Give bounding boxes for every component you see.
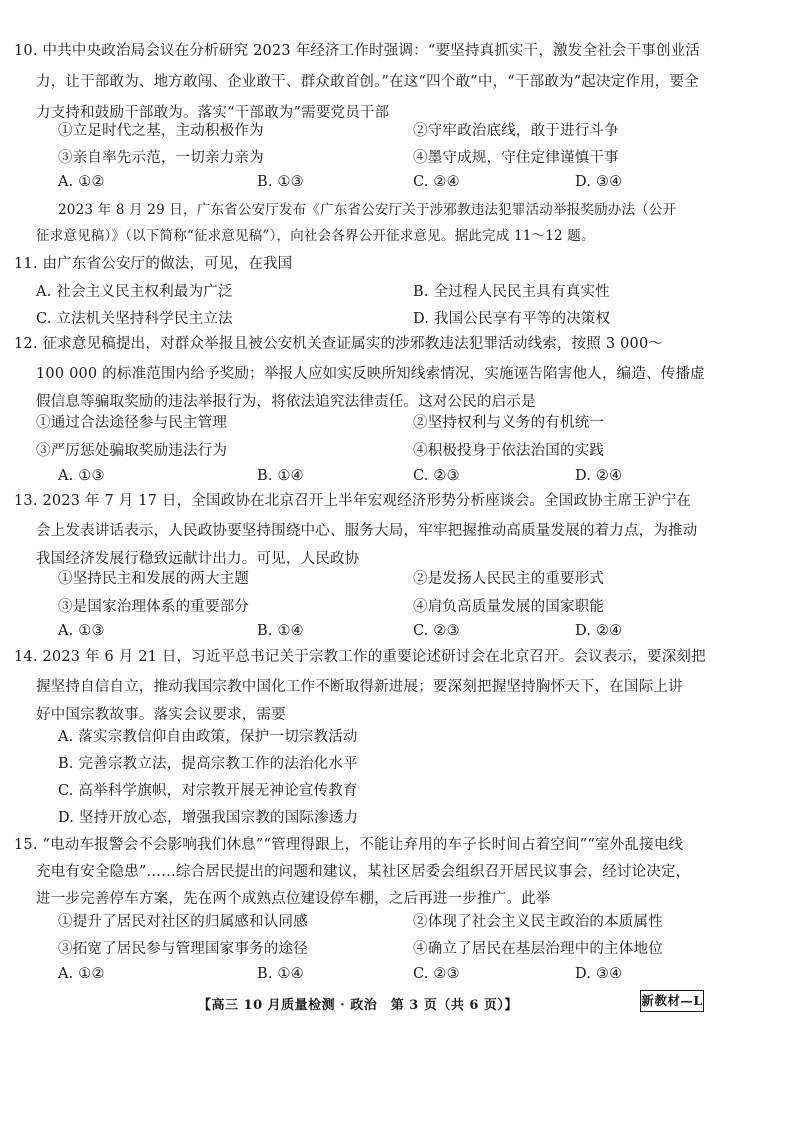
question-stem-line: 10. 中共中央政治局会议在分析研究 2023 年经济工作时强调：“要坚持真抓实干，激发全社会干事创业活: [14, 43, 701, 59]
answer-option-c: C. ②④: [413, 174, 460, 190]
question-stem-line: 我国经济发展行稳致远献计出力。可见，人民政协: [36, 551, 360, 567]
footer-page-info: 【高三 10 月质量检测 · 政治 第 3 页（共 6 页）】: [198, 998, 518, 1013]
answer-option-a: A. 落实宗教信仰自由政策，保护一切宗教活动: [58, 729, 358, 745]
statement: ②是发扬人民民主的重要形式: [413, 571, 605, 587]
answer-option-b: B. ①④: [257, 623, 304, 639]
answer-option-b: B. 完善宗教立法，提高宗教工作的法治化水平: [58, 756, 358, 772]
answer-option-c: C. ②③: [413, 468, 460, 484]
edition-badge: 新教材—L: [640, 990, 704, 1012]
statement: ①立足时代之基，主动积极作为: [58, 123, 264, 139]
statement: ②坚持权利与义务的有机统一: [413, 415, 605, 431]
answer-option-c: C. 高举科学旗帜，对宗教开展无神论宣传教育: [58, 783, 358, 799]
answer-option-b: B. ①③: [257, 174, 304, 190]
statement: ③严厉惩处骗取奖励违法行为: [36, 443, 228, 459]
question-stem-line: 13. 2023 年 7 月 17 日，全国政协在北京召开上半年宏观经济形势分析座谈会。全国政协主席王沪宁在: [14, 493, 692, 509]
answer-option-c: C. 立法机关坚持科学民主立法: [36, 311, 233, 327]
answer-option-a: A. ①③: [58, 468, 105, 484]
material-line: 2023 年 8 月 29 日，广东省公安厅发布《广东省公安厅关于涉邪教违法犯罪活动举报奖励办法（公开: [58, 202, 677, 218]
question-stem-line: 力支持和鼓励干部敢为。落实“干部敢为”需要党员干部: [36, 105, 390, 121]
statement: ④墨守成规，守住定律谨慎干事: [413, 150, 619, 166]
question-stem-line: 100 000 的标准范围内给予奖励；举报人应如实反映所知线索情况，实施诬告陷害他人，编造、传播虚: [36, 366, 705, 382]
statement: ④确立了居民在基层治理中的主体地位: [413, 941, 663, 957]
question-stem-line: 充电有安全隐患”……综合居民提出的问题和建议，某社区居委会组织召开居民议事会，经讨论决定，: [36, 864, 691, 880]
statement: ③拓宽了居民参与管理国家事务的途径: [58, 941, 308, 957]
question-stem-line: 15. “电动车报警会不会影响我们休息”“管理得跟上，不能让弃用的车子长时间占着空间”“室外乱接电线: [14, 837, 684, 853]
answer-option-d: D. ③④: [575, 174, 623, 190]
answer-option-b: B. ①④: [257, 966, 304, 982]
question-stem-line: 14. 2023 年 6 月 21 日，习近平总书记关于宗教工作的重要论述研讨会在北京召开。会议表示，要深刻把: [14, 649, 706, 665]
statement: ③亲自率先示范，一切亲力亲为: [58, 150, 264, 166]
statement: ②守牢政治底线，敢于进行斗争: [413, 123, 619, 139]
answer-option-c: C. ②③: [413, 623, 460, 639]
material-line: 征求意见稿）》（以下简称“征求意见稿”），向社会各界公开征求意见。据此完成 11～12 题。: [36, 228, 595, 244]
answer-option-d: D. ②④: [575, 623, 623, 639]
answer-option-a: A. ①③: [58, 623, 105, 639]
answer-option-d: D. ③④: [575, 966, 623, 982]
statement: ③是国家治理体系的重要部分: [58, 599, 250, 615]
statement: ①通过合法途径参与民主管理: [36, 415, 228, 431]
answer-option-d: D. 坚持开放心态，增强我国宗教的国际渗透力: [58, 810, 359, 826]
question-stem-line: 假信息等骗取奖励的违法举报行为，将依法追究法律责任。这对公民的启示是: [36, 394, 536, 410]
statement: ①坚持民主和发展的两大主题: [58, 571, 250, 587]
question-stem-line: 11. 由广东省公安厅的做法，可见，在我国: [14, 256, 293, 272]
question-stem-line: 12. 征求意见稿提出，对群众举报且被公安机关查证属实的涉邪教违法犯罪活动线索，按照 3 000～: [14, 336, 664, 352]
answer-option-a: A. ①②: [58, 966, 105, 982]
statement: ①提升了居民对社区的归属感和认同感: [58, 914, 308, 930]
statement: ④肩负高质量发展的国家职能: [413, 599, 605, 615]
question-stem-line: 进一步完善停车方案，先在两个成熟点位建设停车棚，之后再进一步推广。此举: [36, 891, 551, 907]
question-stem-line: 力，让干部敢为、地方敢闯、企业敢干、群众敢首创。”在这“四个敢”中，“干部敢为”起决定作用，要全: [36, 74, 699, 90]
answer-option-a: A. 社会主义民主权利最为广泛: [36, 284, 233, 300]
answer-option-c: C. ②③: [413, 966, 460, 982]
answer-option-d: D. ②④: [575, 468, 623, 484]
answer-option-b: B. ①④: [257, 468, 304, 484]
answer-option-a: A. ①②: [58, 174, 105, 190]
answer-option-d: D. 我国公民享有平等的决策权: [413, 311, 611, 327]
question-stem-line: 好中国宗教故事。落实会议要求，需要: [36, 707, 286, 723]
answer-option-b: B. 全过程人民民主具有真实性: [413, 284, 610, 300]
statement: ④积极投身于依法治国的实践: [413, 443, 605, 459]
statement: ②体现了社会主义民主政治的本质属性: [413, 914, 663, 930]
question-stem-line: 握坚持自信自立，推动我国宗教中国化工作不断取得新进展；要深刻把握坚持胸怀天下，在国际上讲: [36, 679, 683, 695]
question-stem-line: 会上发表讲话表示，人民政协要坚持围绕中心、服务大局，牢牢把握推动高质量发展的着力点，为推动: [36, 523, 698, 539]
